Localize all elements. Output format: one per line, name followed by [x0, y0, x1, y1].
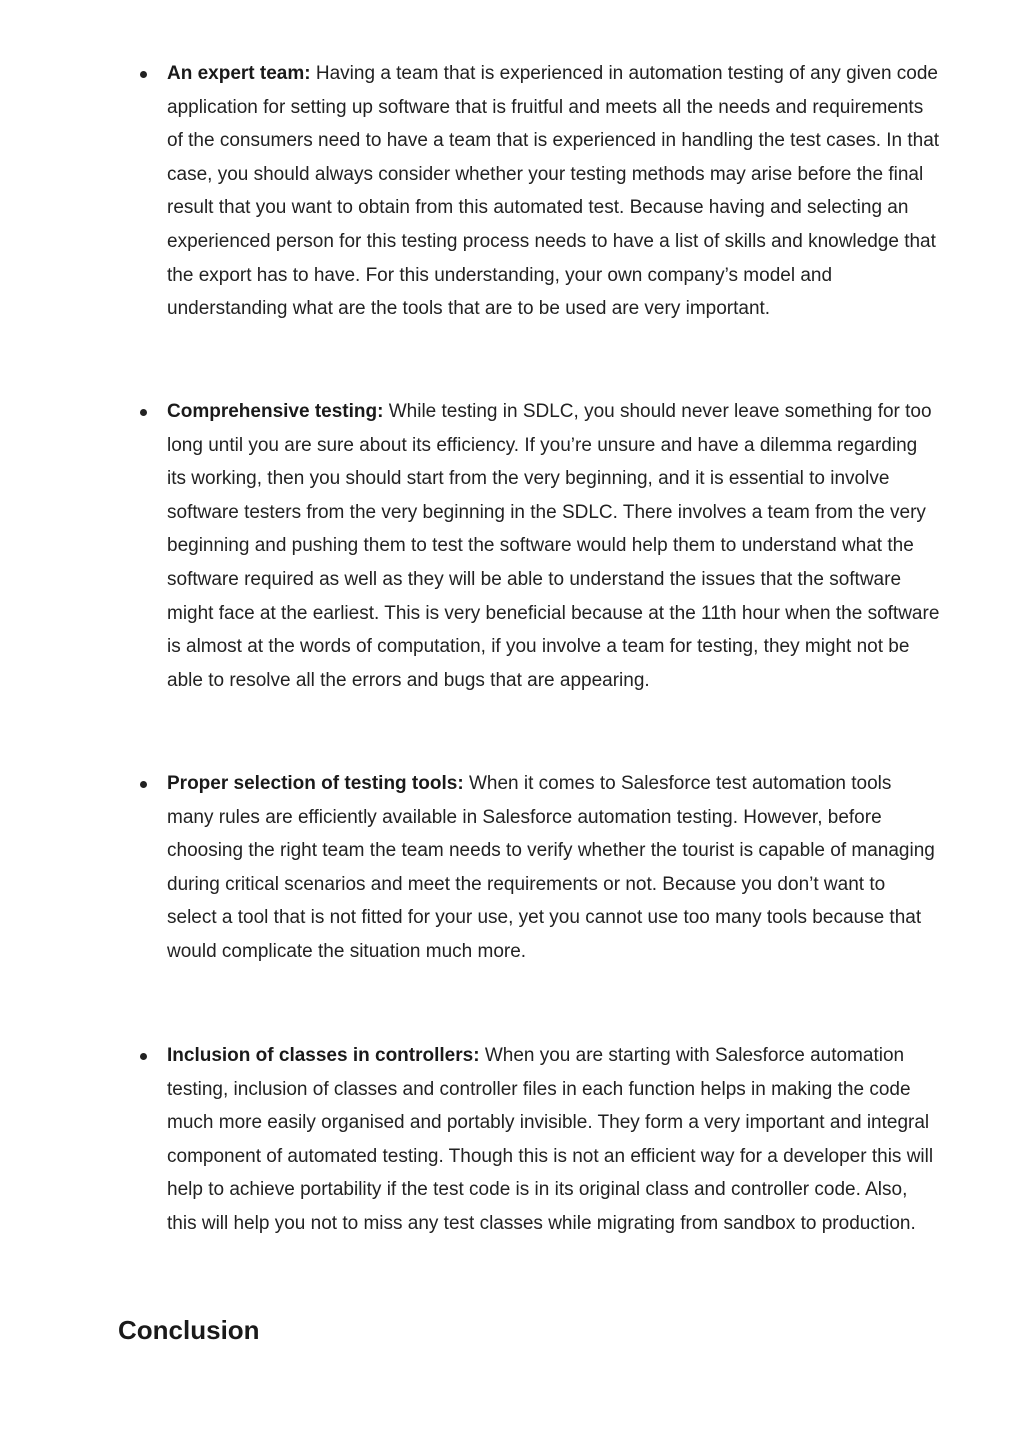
list-item-body: While testing in SDLC, you should never leave something for too long until you are sure about its efficiency. If you’re unsure and have a dilemma regarding its working, then you should start from the very beginning, and it is essential to involve software testers from the very beginning in the SDLC. There involves a team from the very beginning and pushing them to test the software would help them to understand what the software required as well as they will be able to understand the issues that the software might face at the earliest. This is very beneficial because at the 11th hour when the software is almost at the words of computation, if you involve a team for testing, they might not be able to resolve all the errors and bugs that are appearing.	[167, 401, 940, 691]
bullet-dot-icon	[140, 71, 147, 78]
list-item-testing-tools	[140, 767, 940, 969]
list-item-term: Comprehensive testing:	[167, 401, 384, 422]
bullet-dot-icon	[140, 781, 147, 788]
list-item-paragraph	[167, 57, 940, 326]
list-item-body: When it comes to Salesforce test automation tools many rules are efficiently available in Salesforce automation testing. However, before choosing the right team the team needs to verify whether the tourist is capable of managing during critical scenarios and meet the requirements or not. Because you don’t want to select a tool that is not fitted for your use, yet you cannot use too many tools because that would complicate the situation much more.	[167, 773, 935, 962]
list-item-classes-controllers	[140, 1039, 940, 1241]
list-item-expert-team	[140, 57, 940, 326]
list-item-body: When you are starting with Salesforce automation testing, inclusion of classes and controller files in each function helps in making the code much more easily organised and portably invisible. They form a very important and integral component of automated testing. Though this is not an efficient way for a developer this will help to achieve portability if the test code is in its original class and controller code. Also, this will help you not to miss any test classes while migrating from sandbox to production.	[167, 1045, 934, 1234]
list-item-body: Having a team that is experienced in automation testing of any given code application for setting up software that is fruitful and meets all the needs and requirements of the consumers need to have a team that is experienced in handling the test cases. In that case, you should always consider whether your testing methods may arise before the final result that you want to obtain from this automated test. Because having and selecting an experienced person for this testing process needs to have a list of skills and knowledge that the export has to have. For this understanding, your own company’s model and understanding what are the tools that are to be used are very important.	[167, 63, 940, 320]
section-heading-conclusion: Conclusion	[118, 1315, 260, 1345]
bullet-dot-icon	[140, 409, 147, 416]
list-item-paragraph	[167, 395, 940, 697]
bullet-dot-icon	[140, 1053, 147, 1060]
list-item-paragraph	[167, 1039, 940, 1241]
list-item-term: Proper selection of testing tools:	[167, 773, 464, 794]
list-item-comprehensive-testing	[140, 395, 940, 697]
list-item-term: An expert team:	[167, 63, 311, 84]
list-item-paragraph	[167, 767, 940, 969]
list-item-term: Inclusion of classes in controllers:	[167, 1045, 480, 1066]
